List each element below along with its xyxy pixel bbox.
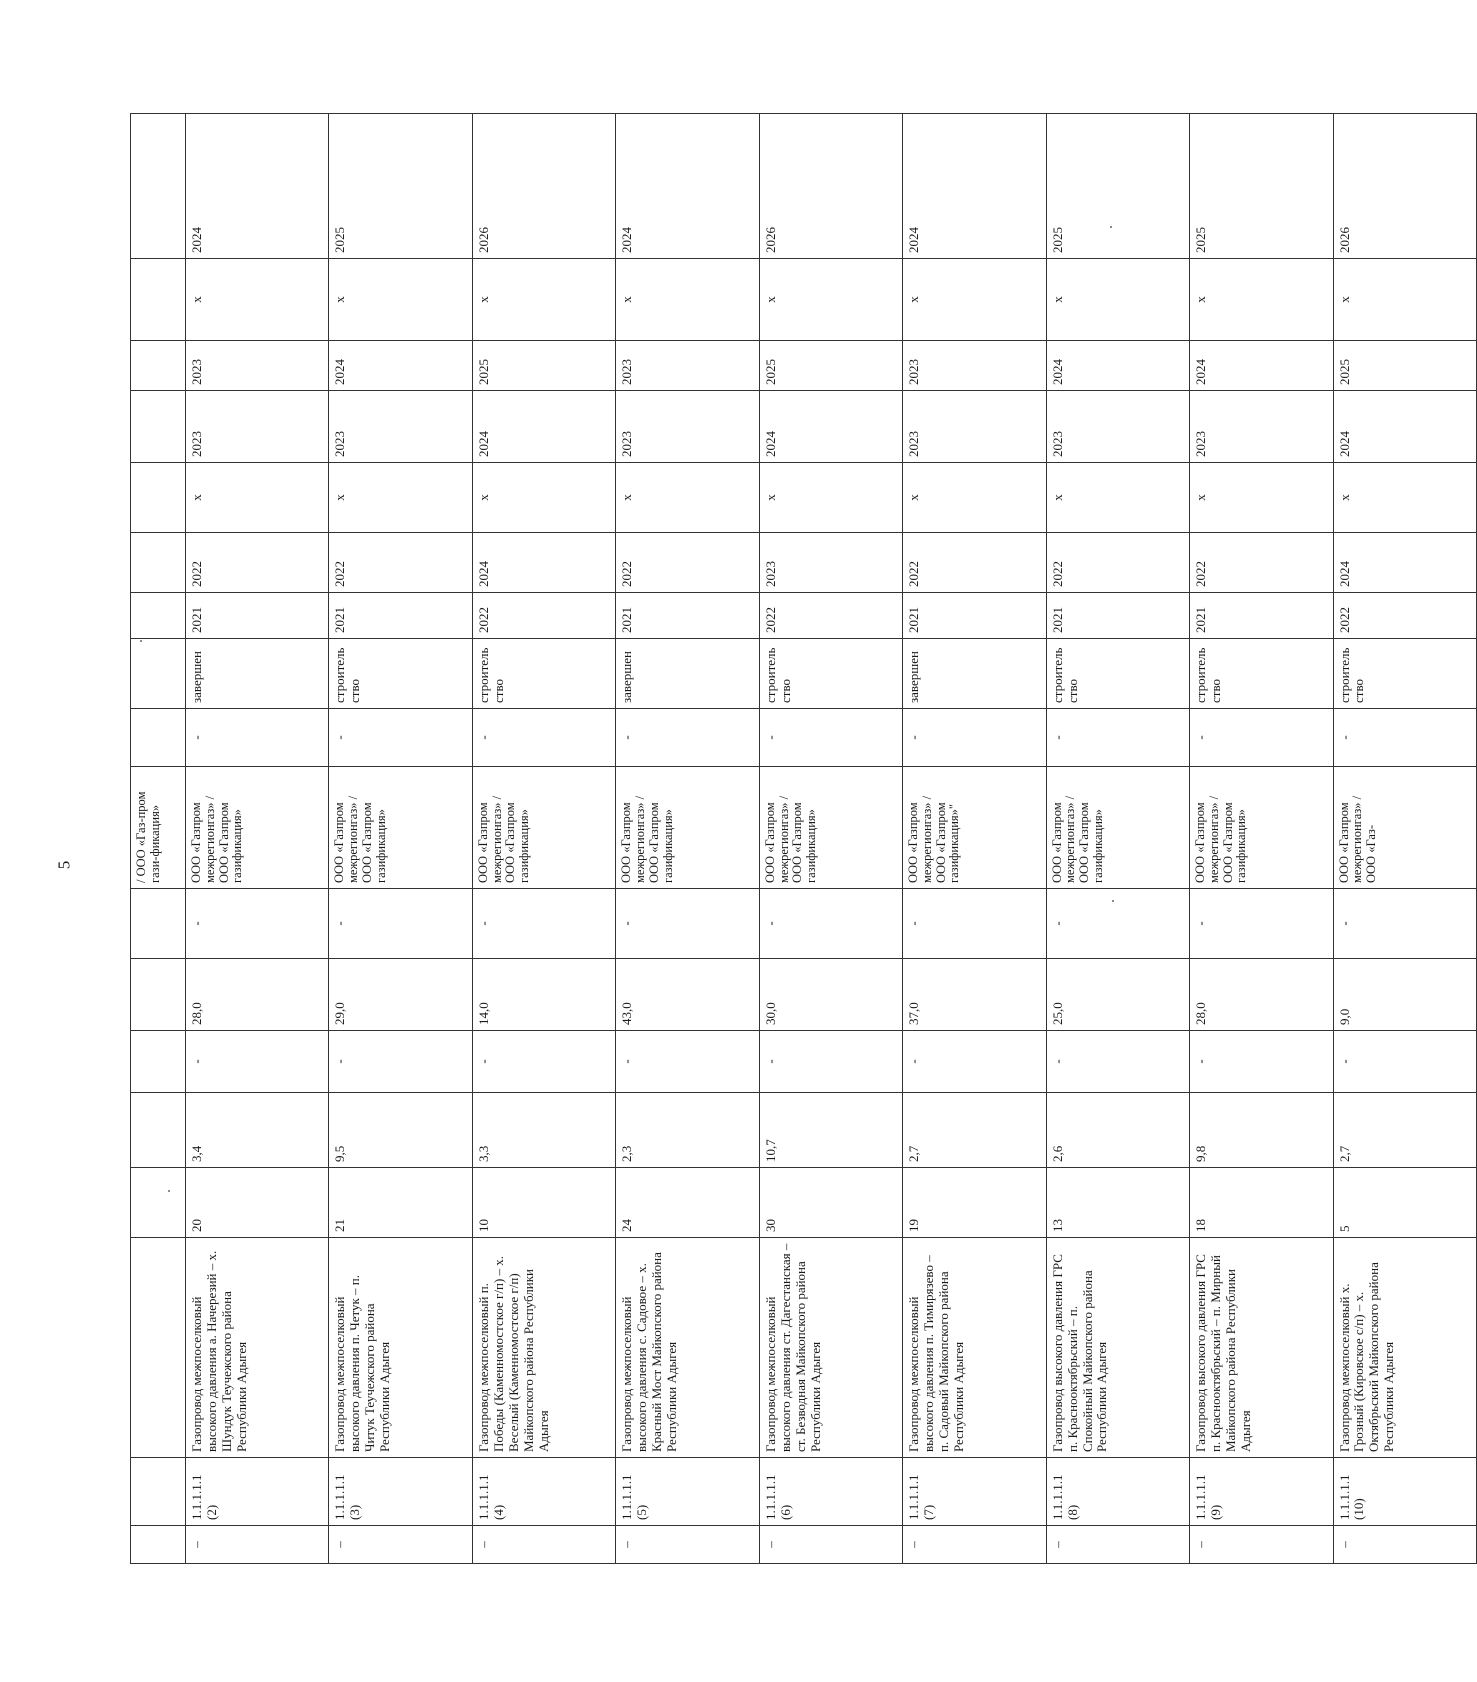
object-code: 1.1.1.1.1 (2) <box>186 1458 329 1526</box>
empty-dash: - <box>186 1031 329 1093</box>
year-5: 2024 <box>616 114 759 259</box>
empty-dash: - <box>903 889 1046 959</box>
cell-empty <box>131 114 186 259</box>
year-5: 2026 <box>759 114 902 259</box>
empty-dash: - <box>1333 709 1476 767</box>
cell-empty <box>131 259 186 341</box>
year-2: 2024 <box>1333 533 1476 593</box>
year-2: 2024 <box>472 533 615 593</box>
row-marker: – <box>903 1526 1046 1564</box>
x-mark: х <box>1333 259 1476 341</box>
empty-dash: - <box>1190 1031 1333 1093</box>
value-3: 28,0 <box>186 959 329 1031</box>
value-3: 14,0 <box>472 959 615 1031</box>
operator: ООО «Газпром межрегионгаз» / ООО «Газпром газификация» <box>616 767 759 889</box>
value-1: 30 <box>759 1168 902 1238</box>
value-2: 9,8 <box>1190 1093 1333 1168</box>
table-row <box>903 114 1046 1564</box>
rotated-table-wrapper <box>130 124 1397 1564</box>
x-mark: х <box>472 463 615 533</box>
year-5: 2025 <box>1046 114 1189 259</box>
object-code: 1.1.1.1.1 (10) <box>1333 1458 1476 1526</box>
cell-empty <box>131 709 186 767</box>
x-mark: х <box>616 463 759 533</box>
value-2: 2,7 <box>903 1093 1046 1168</box>
year-3: 2024 <box>1333 391 1476 463</box>
cell-empty <box>131 1168 186 1238</box>
year-3: 2023 <box>186 391 329 463</box>
cell-empty <box>131 959 186 1031</box>
year-3: 2023 <box>1190 391 1333 463</box>
year-4: 2025 <box>472 341 615 391</box>
cell-empty <box>131 463 186 533</box>
value-3: 9,0 <box>1333 959 1476 1031</box>
empty-dash: - <box>1190 709 1333 767</box>
operator-continuation: / ООО «Газ-пром гази-фикация» <box>131 767 186 889</box>
value-1: 21 <box>329 1168 472 1238</box>
year-3: 2023 <box>903 391 1046 463</box>
value-1: 20 <box>186 1168 329 1238</box>
year-1: 2021 <box>186 593 329 639</box>
x-mark: х <box>186 463 329 533</box>
status: строительство <box>1333 639 1476 709</box>
value-2: 3,4 <box>186 1093 329 1168</box>
status: завершен <box>616 639 759 709</box>
table-row <box>472 114 615 1564</box>
empty-dash: - <box>759 1031 902 1093</box>
year-3: 2024 <box>472 391 615 463</box>
value-2: 10,7 <box>759 1093 902 1168</box>
operator: ООО «Газпром межрегионгаз» / ООО «Газпром газификация» <box>186 767 329 889</box>
continuation-row <box>131 114 186 1564</box>
empty-dash: - <box>616 709 759 767</box>
value-3: 43,0 <box>616 959 759 1031</box>
object-name: Газопровод межпоселковый высокого давления а. Начерезий – х. Шундук Теучежского района Республики Адыгея <box>186 1238 329 1458</box>
object-name: Газопровод межпоселковый высокого давления п. Четук – п. Читук Теучежского района Республики Адыгея <box>329 1238 472 1458</box>
table-row <box>329 114 472 1564</box>
row-marker: – <box>1046 1526 1189 1564</box>
object-name: Газопровод межпоселковый п. Победы (Каменномостское г/п) – х. Веселый (Каменномостское г/п) Майкопского района Республики Адыгея <box>472 1238 615 1458</box>
year-2: 2022 <box>329 533 472 593</box>
empty-dash: - <box>1333 1031 1476 1093</box>
year-1: 2021 <box>903 593 1046 639</box>
x-mark: х <box>186 259 329 341</box>
x-mark: х <box>472 259 615 341</box>
value-1: 24 <box>616 1168 759 1238</box>
x-mark: х <box>1190 259 1333 341</box>
empty-dash: - <box>1333 889 1476 959</box>
object-name: Газопровод высокого давления ГРС п. Краснооктябрьский – п. Спокойный Майкопского района Республики Адыгея <box>1046 1238 1189 1458</box>
status: завершен <box>186 639 329 709</box>
operator: ООО «Газпром межрегионгаз» / ООО «Газпром газификация» <box>1190 767 1333 889</box>
object-name: Газопровод межпоселковый высокого давления ст. Дагестанская – ст. Безводная Майкопского района Республики Адыгея <box>759 1238 902 1458</box>
row-marker: – <box>1190 1526 1333 1564</box>
empty-dash: - <box>186 709 329 767</box>
empty-dash: - <box>903 709 1046 767</box>
value-2: 2,7 <box>1333 1093 1476 1168</box>
value-1: 10 <box>472 1168 615 1238</box>
cell-empty <box>131 639 186 709</box>
page-number: 5 <box>54 860 74 870</box>
year-2: 2023 <box>759 533 902 593</box>
operator: ООО «Газпром межрегионгаз» / ООО «Газпром газификация» <box>1046 767 1189 889</box>
x-mark: х <box>903 463 1046 533</box>
value-2: 9,5 <box>329 1093 472 1168</box>
empty-dash: - <box>759 709 902 767</box>
empty-dash: - <box>186 889 329 959</box>
operator: ООО «Газпром межрегионгаз» / ООО «Газ- <box>1333 767 1476 889</box>
x-mark: х <box>759 259 902 341</box>
x-mark: х <box>1046 259 1189 341</box>
year-4: 2024 <box>1190 341 1333 391</box>
row-marker: – <box>329 1526 472 1564</box>
operator: ООО «Газпром межрегионгаз» / ООО «Газпром газификация» <box>329 767 472 889</box>
operator: ООО «Газпром межрегионгаз» / ООО «Газпром газификация» <box>472 767 615 889</box>
year-5: 2025 <box>1190 114 1333 259</box>
value-3: 25,0 <box>1046 959 1189 1031</box>
value-2: 3,3 <box>472 1093 615 1168</box>
empty-dash: - <box>329 889 472 959</box>
object-code: 1.1.1.1.1 (4) <box>472 1458 615 1526</box>
table-row <box>1333 114 1476 1564</box>
value-3: 37,0 <box>903 959 1046 1031</box>
year-3: 2023 <box>329 391 472 463</box>
value-1: 5 <box>1333 1168 1476 1238</box>
cell-empty <box>131 1238 186 1458</box>
object-code: 1.1.1.1.1 (9) <box>1190 1458 1333 1526</box>
object-code: 1.1.1.1.1 (5) <box>616 1458 759 1526</box>
cell-empty <box>131 1458 186 1526</box>
row-marker: – <box>759 1526 902 1564</box>
value-3: 29,0 <box>329 959 472 1031</box>
status: строительство <box>759 639 902 709</box>
table-row <box>616 114 759 1564</box>
year-4: 2024 <box>329 341 472 391</box>
object-name: Газопровод межпоселковый х. Грозный (Кировское с/п) – х. Октябрьский Майкопского района Республики Адыгея <box>1333 1238 1476 1458</box>
x-mark: х <box>903 259 1046 341</box>
year-5: 2025 <box>329 114 472 259</box>
year-2: 2022 <box>903 533 1046 593</box>
year-4: 2023 <box>903 341 1046 391</box>
x-mark: х <box>616 259 759 341</box>
x-mark: х <box>1190 463 1333 533</box>
operator: ООО «Газпром межрегионгаз» / ООО «Газпром газификация» <box>759 767 902 889</box>
cell-empty <box>131 593 186 639</box>
object-name: Газопровод межпоселковый высокого давления с. Садовое – х. Красный Мост Майкопского района Республики Адыгея <box>616 1238 759 1458</box>
status: завершен <box>903 639 1046 709</box>
value-1: 18 <box>1190 1168 1333 1238</box>
empty-dash: - <box>1046 709 1189 767</box>
x-mark: х <box>759 463 902 533</box>
object-name: Газопровод высокого давления ГРС п. Краснооктябрьский – п. Мирный Майкопского района Республики Адыгея <box>1190 1238 1333 1458</box>
cell-empty <box>131 391 186 463</box>
year-5: 2024 <box>186 114 329 259</box>
empty-dash: - <box>329 709 472 767</box>
empty-dash: - <box>903 1031 1046 1093</box>
year-1: 2021 <box>329 593 472 639</box>
empty-dash: - <box>616 1031 759 1093</box>
year-2: 2022 <box>1190 533 1333 593</box>
year-4: 2023 <box>186 341 329 391</box>
row-marker: – <box>472 1526 615 1564</box>
empty-dash: - <box>616 889 759 959</box>
year-4: 2023 <box>616 341 759 391</box>
empty-dash: - <box>759 889 902 959</box>
value-2: 2,6 <box>1046 1093 1189 1168</box>
object-name: Газопровод межпоселковый высокого давления п. Тимирязево – п. Садовый Майкопского района Республики Адыгея <box>903 1238 1046 1458</box>
year-4: 2025 <box>759 341 902 391</box>
cell-empty <box>131 1093 186 1168</box>
cell-empty <box>131 533 186 593</box>
year-2: 2022 <box>1046 533 1189 593</box>
year-1: 2022 <box>759 593 902 639</box>
x-mark: х <box>329 259 472 341</box>
year-2: 2022 <box>186 533 329 593</box>
year-1: 2022 <box>472 593 615 639</box>
value-2: 2,3 <box>616 1093 759 1168</box>
table-sheet <box>130 124 1397 1564</box>
year-1: 2021 <box>1046 593 1189 639</box>
cell-empty <box>131 1031 186 1093</box>
object-code: 1.1.1.1.1 (7) <box>903 1458 1046 1526</box>
value-3: 28,0 <box>1190 959 1333 1031</box>
table-row <box>759 114 902 1564</box>
year-1: 2022 <box>1333 593 1476 639</box>
object-code: 1.1.1.1.1 (6) <box>759 1458 902 1526</box>
operator: ООО «Газпром межрегионгаз» / ООО «Газпром газификация»" <box>903 767 1046 889</box>
table-row <box>1046 114 1189 1564</box>
program-table <box>130 113 1477 1564</box>
status: строительство <box>1190 639 1333 709</box>
table-row <box>1190 114 1333 1564</box>
cell-empty <box>131 1526 186 1564</box>
row-marker: – <box>186 1526 329 1564</box>
value-1: 13 <box>1046 1168 1189 1238</box>
cell-empty <box>131 341 186 391</box>
status: строительство <box>329 639 472 709</box>
year-3: 2023 <box>616 391 759 463</box>
empty-dash: - <box>1046 889 1189 959</box>
object-code: 1.1.1.1.1 (3) <box>329 1458 472 1526</box>
object-code: 1.1.1.1.1 (8) <box>1046 1458 1189 1526</box>
year-1: 2021 <box>1190 593 1333 639</box>
cell-empty <box>131 889 186 959</box>
year-3: 2024 <box>759 391 902 463</box>
year-2: 2022 <box>616 533 759 593</box>
value-1: 19 <box>903 1168 1046 1238</box>
year-4: 2024 <box>1046 341 1189 391</box>
year-5: 2026 <box>1333 114 1476 259</box>
row-marker: – <box>616 1526 759 1564</box>
status: строительство <box>472 639 615 709</box>
year-5: 2024 <box>903 114 1046 259</box>
year-5: 2026 <box>472 114 615 259</box>
empty-dash: - <box>472 889 615 959</box>
year-3: 2023 <box>1046 391 1189 463</box>
x-mark: х <box>329 463 472 533</box>
empty-dash: - <box>472 709 615 767</box>
year-4: 2025 <box>1333 341 1476 391</box>
status: строительство <box>1046 639 1189 709</box>
row-marker: – <box>1333 1526 1476 1564</box>
x-mark: х <box>1046 463 1189 533</box>
empty-dash: - <box>1046 1031 1189 1093</box>
year-1: 2021 <box>616 593 759 639</box>
empty-dash: - <box>1190 889 1333 959</box>
x-mark: х <box>1333 463 1476 533</box>
empty-dash: - <box>472 1031 615 1093</box>
value-3: 30,0 <box>759 959 902 1031</box>
empty-dash: - <box>329 1031 472 1093</box>
table-row <box>186 114 329 1564</box>
